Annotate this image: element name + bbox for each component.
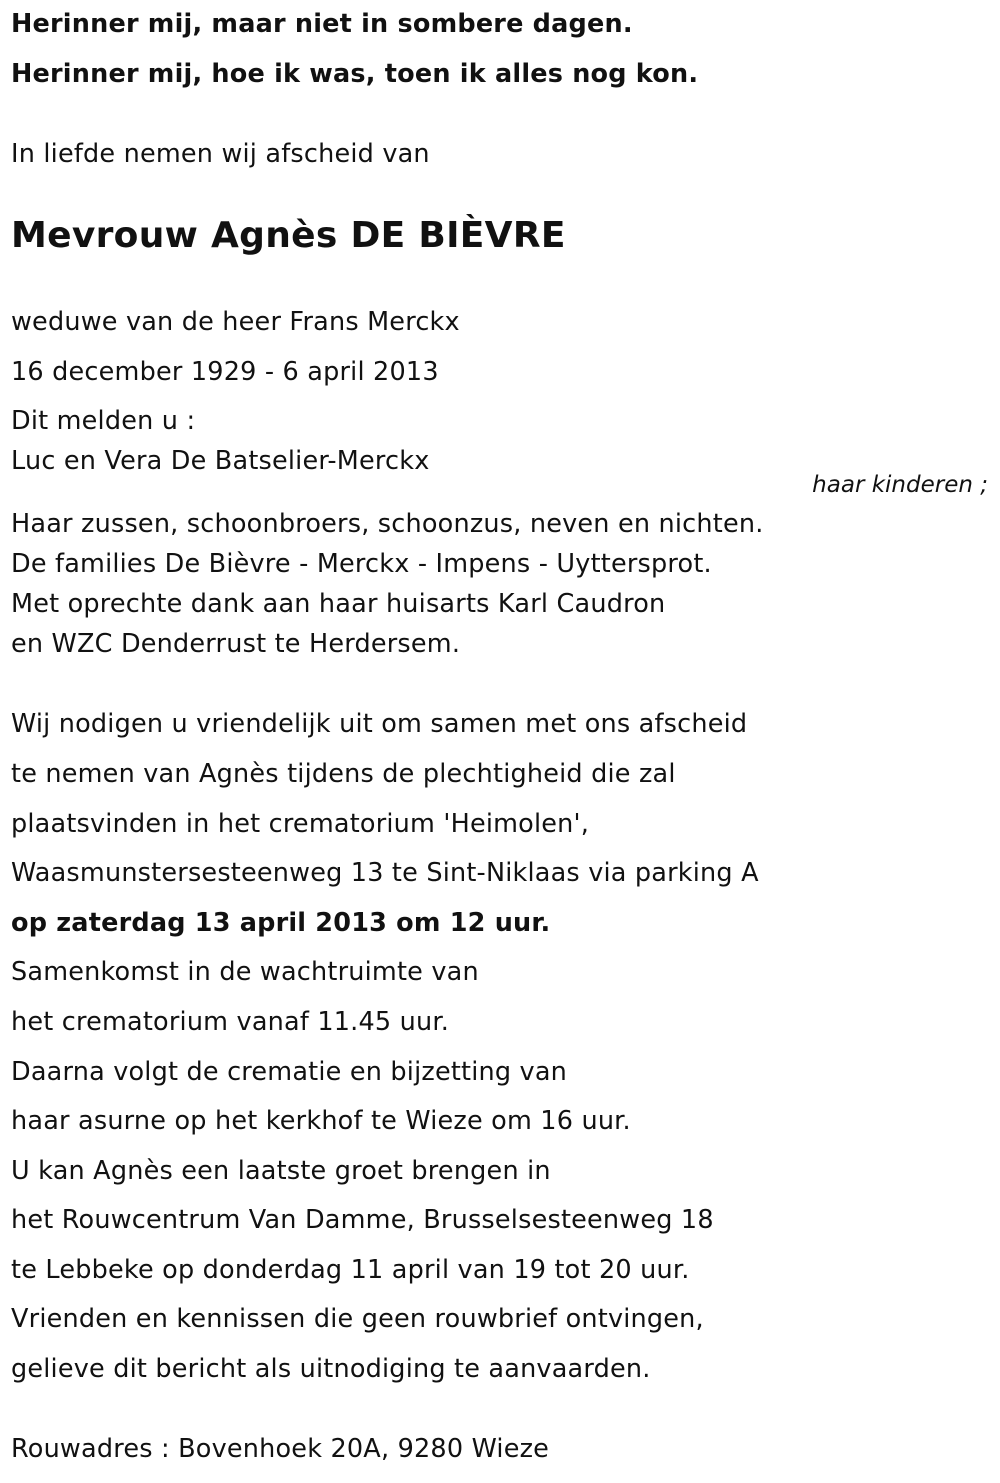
detail-line: U kan Agnès een laatste groet brengen in [11,1156,551,1186]
announcers-heading: Dit melden u : [11,406,196,436]
children-names: Luc en Vera De Batselier-Merckx [11,446,430,476]
children-role: haar kinderen ; [812,472,988,498]
intro-text: In liefde nemen wij afscheid van [11,139,430,169]
detail-line: gelieve dit bericht als uitnodiging te aanvaarden. [11,1354,651,1384]
detail-line: Vrienden en kennissen die geen rouwbrief ontvingen, [11,1304,704,1334]
mourning-address: Rouwadres : Bovenhoek 20A, 9280 Wieze [11,1434,550,1464]
detail-line: het Rouwcentrum Van Damme, Brusselsesteenweg 18 [11,1205,714,1235]
verse-line-1: Herinner mij, maar niet in sombere dagen. [11,9,633,39]
ceremony-date: op zaterdag 13 april 2013 om 12 uur. [11,908,551,938]
life-dates: 16 december 1929 - 6 april 2013 [11,357,439,387]
family-line: en WZC Denderrust te Herdersem. [11,629,461,659]
detail-line: haar asurne op het kerkhof te Wieze om 16 uur. [11,1106,631,1136]
verse-line-2: Herinner mij, hoe ik was, toen ik alles nog kon. [11,59,699,89]
widow-of-text: weduwe van de heer Frans Merckx [11,307,460,337]
invitation-line: plaatsvinden in het crematorium 'Heimolen', [11,809,590,839]
detail-line: het crematorium vanaf 11.45 uur. [11,1007,449,1037]
detail-line: Samenkomst in de wachtruimte van [11,957,479,987]
detail-line: te Lebbeke op donderdag 11 april van 19 tot 20 uur. [11,1255,690,1285]
deceased-name: Mevrouw Agnès DE BIÈVRE [11,215,566,256]
family-line: Met oprechte dank aan haar huisarts Karl Caudron [11,589,666,619]
family-line: De families De Bièvre - Merckx - Impens - Uyttersprot. [11,549,712,579]
detail-line: Daarna volgt de crematie en bijzetting van [11,1057,568,1087]
invitation-line: Waasmunstersesteenweg 13 te Sint-Niklaas via parking A [11,858,759,888]
family-line: Haar zussen, schoonbroers, schoonzus, neven en nichten. [11,509,764,539]
invitation-line: te nemen van Agnès tijdens de plechtigheid die zal [11,759,676,789]
invitation-line: Wij nodigen u vriendelijk uit om samen met ons afscheid [11,709,748,739]
